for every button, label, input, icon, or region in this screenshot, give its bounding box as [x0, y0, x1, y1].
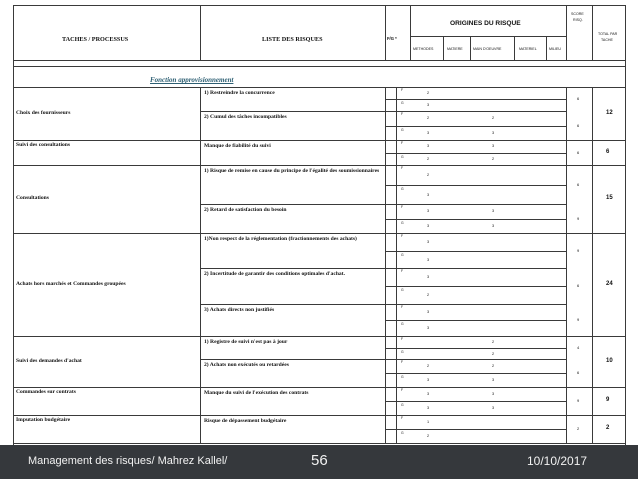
score-col-line [566, 233, 567, 336]
total-col-line [592, 233, 593, 336]
header-taches-processus: TACHES / PROCESSUS [62, 36, 129, 43]
g-letter: G [401, 187, 404, 191]
frequency-value: 2 [427, 116, 430, 120]
header-fg: F/G * [387, 36, 397, 41]
task-total: 9 [606, 397, 610, 403]
f-letter: F [401, 337, 404, 341]
header-total-2: TACHE [601, 38, 613, 42]
table-border-top [13, 5, 625, 6]
g-letter: G [401, 288, 404, 292]
g-letter: G [401, 128, 404, 132]
fg-col-line [385, 165, 386, 233]
fg-split-line [385, 153, 566, 154]
task-name: Commandes sur contrats [16, 389, 76, 395]
header-origines: ORIGINES DU RISQUE [450, 20, 521, 27]
gravity-value: 2 [427, 293, 430, 297]
task-col-line [200, 140, 201, 165]
score-col-line [566, 336, 567, 387]
risk-label: Manque de fiabilité du suivi [204, 143, 271, 149]
task-row-top-line [13, 415, 625, 416]
risk-label: 3) Achats directs non justifiés [204, 307, 275, 313]
frequency-value: 3 [427, 209, 430, 213]
frequency-value: 3 [492, 392, 495, 396]
footer-date: 10/10/2017 [527, 454, 588, 468]
risk-label: 1) Restreindre la concurrence [204, 90, 275, 96]
risk-score: 9 [577, 398, 580, 403]
task-row-top-line [13, 87, 625, 88]
risk-row-top-line [200, 268, 566, 269]
header-bottom-line [13, 60, 625, 61]
frequency-value: 2 [492, 340, 495, 344]
task-col-line [200, 87, 201, 140]
fg-split-line [385, 286, 566, 287]
score-col-line [566, 387, 567, 415]
frequency-value: 3 [492, 144, 495, 148]
page-number: 56 [311, 452, 328, 469]
header-liste-risques: LISTE DES RISQUES [262, 36, 323, 43]
risk-label: 2) Incertitude de garantir des conditions optimales d'achat. [204, 271, 345, 277]
f-letter: F [401, 360, 404, 364]
frequency-value: 2 [492, 364, 495, 368]
fg-split-line [385, 219, 566, 220]
gravity-value: 3 [427, 378, 430, 382]
frequency-value: 3 [427, 310, 430, 314]
origine-col-matiere: MATIERE [447, 47, 463, 51]
section-top-line [13, 66, 625, 67]
gravity-value: 2 [427, 157, 430, 161]
gravity-value: 3 [427, 193, 430, 197]
fg-split-line [385, 348, 566, 349]
fg-split-line [385, 126, 566, 127]
fg-split-line [385, 251, 566, 252]
col-divider-3 [410, 5, 411, 60]
frequency-value: 3 [427, 275, 430, 279]
g-letter: G [401, 350, 404, 354]
gravity-value: 3 [427, 406, 430, 410]
task-name: Suivi des consultations [16, 142, 71, 148]
risk-label: 1) Risque de remise en cause du principe de l'égalité des soumissionnaires [204, 168, 380, 174]
f-letter: F [401, 269, 404, 273]
risk-score: 6 [577, 150, 580, 155]
score-col-line [566, 415, 567, 443]
risk-row-top-line [200, 204, 566, 205]
origines-sub-line [410, 36, 566, 37]
risk-score: 6 [577, 96, 580, 101]
gravity-value: 3 [427, 224, 430, 228]
task-row-top-line [13, 336, 625, 337]
g-letter: G [401, 322, 404, 326]
origine-col-materiel: MATERIEL [519, 47, 537, 51]
fg-split-line [385, 320, 566, 321]
risk-row-top-line [200, 304, 566, 305]
task-row-top-line [13, 233, 625, 234]
col-divider-1 [200, 5, 201, 60]
task-name: Suivi des demandes d'achat [16, 358, 82, 364]
gravity-value: 3 [492, 406, 495, 410]
f-letter: F [401, 141, 404, 145]
risk-label: Manque du suivi de l'exécution des contrats [204, 390, 309, 396]
risk-label: 2) Achats non exécutés ou retardées [204, 362, 289, 368]
risk-score: 2 [577, 426, 580, 431]
f-letter: F [401, 166, 404, 170]
f-letter: F [401, 388, 404, 392]
task-name: Achats hors marchés et Commandes groupées [16, 281, 126, 287]
origine-col-milieu: MILIEU [549, 47, 561, 51]
fg-inner-line [396, 165, 397, 233]
origine-divider-2 [470, 36, 471, 60]
fg-split-line [385, 99, 566, 100]
f-letter: F [401, 416, 404, 420]
task-col-line [200, 165, 201, 233]
fg-inner-line [396, 87, 397, 140]
fg-split-line [385, 429, 566, 430]
col-divider-4 [566, 5, 567, 60]
origine-divider-4 [546, 36, 547, 60]
frequency-value: 3 [427, 144, 430, 148]
risk-score: 4 [577, 345, 580, 350]
gravity-value: 3 [492, 378, 495, 382]
risk-score: 9 [577, 317, 580, 322]
f-letter: F [401, 112, 404, 116]
g-letter: G [401, 253, 404, 257]
gravity-value: 2 [492, 352, 495, 356]
task-name: Choix des fournisseurs [16, 110, 71, 116]
task-row-top-line [13, 140, 625, 141]
task-row-top-line [13, 165, 625, 166]
total-col-line [592, 87, 593, 140]
g-letter: G [401, 375, 404, 379]
origine-col-methodes: METHODES [413, 47, 434, 51]
task-total: 12 [606, 110, 613, 116]
table-border-bottom [13, 443, 625, 444]
origine-col-main-oeuvre: MAIN D'OEUVRE [473, 47, 502, 51]
f-letter: F [401, 234, 404, 238]
task-name: Imputation budgétaire [16, 417, 71, 423]
task-col-line [200, 415, 201, 443]
slide-footer [0, 445, 638, 479]
task-col-line [200, 336, 201, 387]
frequency-value: 2 [492, 116, 495, 120]
risk-row-top-line [200, 359, 566, 360]
f-letter: F [401, 205, 404, 209]
risk-label: Risque de dépassement budgétaire [204, 418, 287, 424]
frequency-value: 3 [427, 392, 430, 396]
gravity-value: 2 [427, 434, 430, 438]
g-letter: G [401, 155, 404, 159]
g-letter: G [401, 221, 404, 225]
col-divider-5 [592, 5, 593, 60]
gravity-value: 3 [492, 224, 495, 228]
gravity-value: 3 [492, 131, 495, 135]
task-col-line [200, 387, 201, 415]
header-total-1: TOTAL PAR [598, 32, 618, 36]
g-letter: G [401, 403, 404, 407]
gravity-value: 2 [492, 157, 495, 161]
task-total: 15 [606, 195, 613, 201]
col-divider-2 [385, 5, 386, 60]
table-border-right [625, 5, 626, 445]
header-score-2: RISQ. [573, 18, 583, 22]
task-name: Consultations [16, 195, 49, 201]
table-border-left [13, 5, 14, 445]
risk-label: 1) Registre de suivi n'est pas à jour [204, 339, 288, 345]
frequency-value: 2 [427, 91, 430, 95]
task-total: 10 [606, 358, 613, 364]
risk-score: 9 [577, 216, 580, 221]
risk-score: 6 [577, 182, 580, 187]
risk-label: 1)Non respect de la réglementation (fractionnements des achats) [204, 236, 357, 242]
risk-score: 6 [577, 283, 580, 288]
score-col-line [566, 87, 567, 140]
f-letter: F [401, 88, 404, 92]
gravity-value: 3 [427, 131, 430, 135]
score-col-line [566, 140, 567, 165]
risk-label: 2) Cumul des tâches incompatibles [204, 114, 287, 120]
task-row-top-line [13, 387, 625, 388]
origine-divider-3 [514, 36, 515, 60]
frequency-value: 1 [427, 420, 430, 424]
risk-label: 2) Retard de satisfaction du besoin [204, 207, 287, 213]
origine-divider-1 [443, 36, 444, 60]
risk-score: 6 [577, 370, 580, 375]
risk-row-top-line [200, 111, 566, 112]
task-col-line [200, 233, 201, 336]
score-col-line [566, 165, 567, 233]
g-letter: G [401, 431, 404, 435]
fg-col-line [385, 336, 386, 387]
task-total: 24 [606, 281, 613, 287]
gravity-value: 3 [427, 258, 430, 262]
g-letter: G [401, 101, 404, 105]
total-col-line [592, 140, 593, 165]
gravity-value: 3 [427, 326, 430, 330]
f-letter: F [401, 305, 404, 309]
footer-left-text: Management des risques/ Mahrez Kallel/ [28, 455, 228, 467]
risk-score: 6 [577, 123, 580, 128]
total-col-line [592, 336, 593, 387]
fg-inner-line [396, 336, 397, 387]
task-total: 6 [606, 149, 610, 155]
header-score-1: SCORE [571, 12, 584, 16]
section-title: Fonction approvisionnement [150, 76, 234, 84]
fg-split-line [385, 373, 566, 374]
total-col-line [592, 387, 593, 415]
total-col-line [592, 165, 593, 233]
frequency-value: 3 [492, 209, 495, 213]
frequency-value: 2 [427, 364, 430, 368]
frequency-value: 3 [427, 240, 430, 244]
risk-score: 9 [577, 248, 580, 253]
fg-col-line [385, 87, 386, 140]
gravity-value: 3 [427, 103, 430, 107]
total-col-line [592, 415, 593, 443]
fg-split-line [385, 185, 566, 186]
task-total: 2 [606, 425, 610, 431]
frequency-value: 2 [427, 173, 430, 177]
fg-split-line [385, 401, 566, 402]
